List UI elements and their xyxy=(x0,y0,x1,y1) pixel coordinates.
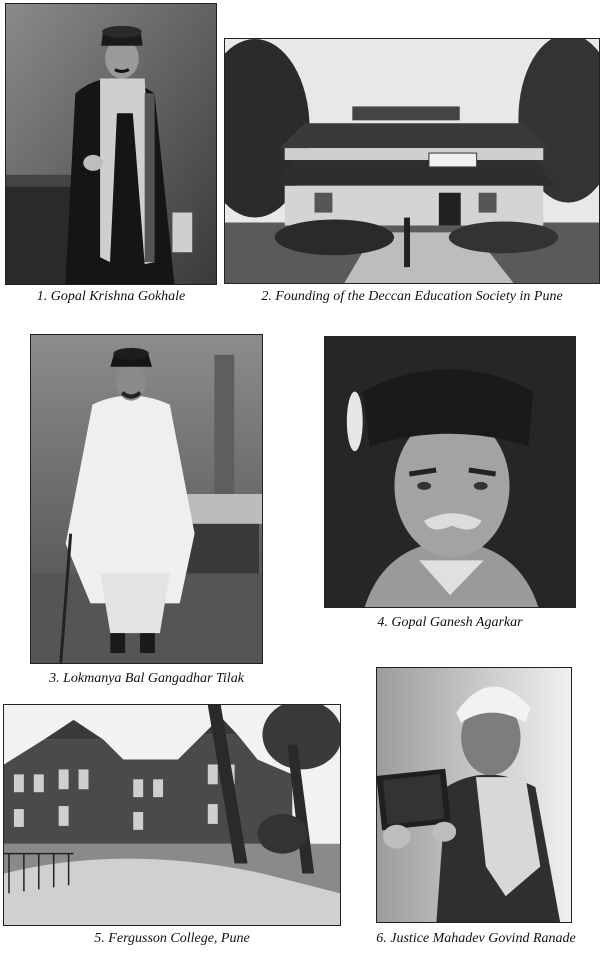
photo-ranade xyxy=(376,667,572,923)
caption-gokhale: 1. Gopal Krishna Gokhale xyxy=(36,289,186,304)
caption-deccan-education-society: 2. Founding of the Deccan Education Society in Pune xyxy=(261,289,563,304)
photo-gokhale xyxy=(5,3,217,285)
photo-deccan-education-society xyxy=(224,38,600,284)
photo-agarkar xyxy=(324,336,576,608)
photo-tilak xyxy=(30,334,263,664)
caption-ranade: 6. Justice Mahadev Govind Ranade xyxy=(376,931,576,946)
photo-fergusson-college xyxy=(3,704,341,926)
caption-fergusson-college: 5. Fergusson College, Pune xyxy=(94,931,250,946)
caption-agarkar: 4. Gopal Ganesh Agarkar xyxy=(377,615,523,630)
caption-tilak: 3. Lokmanya Bal Gangadhar Tilak xyxy=(49,671,244,686)
